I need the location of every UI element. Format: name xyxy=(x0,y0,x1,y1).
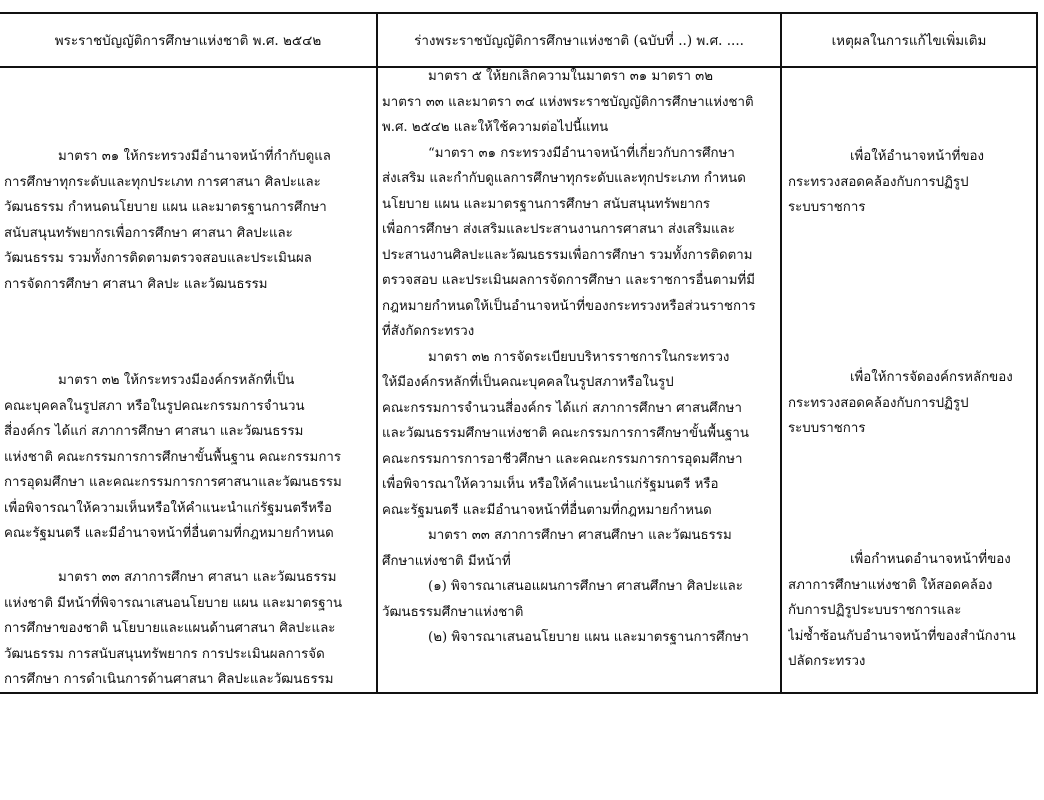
reason-section-33 xyxy=(788,547,1032,675)
header-reasons: เหตุผลในการแก้ไขเพิ่มเติม xyxy=(831,33,987,49)
column-divider-2 xyxy=(780,14,782,692)
text-line: ไม่ซ้ำซ้อนกับอำนาจหน้าที่ของสำนักงาน xyxy=(788,628,1016,644)
reason-section-31 xyxy=(788,144,1032,221)
text-line: วัฒนธรรม กำหนดนโยบาย แผน และมาตรฐานการศึกษา xyxy=(4,200,327,215)
text-line: เพื่อพิจารณาให้ความเห็น หรือให้คำแนะนำแก่รัฐมนตรี หรือ xyxy=(382,477,719,492)
text-line: มาตรา ๓๒ การจัดระเบียบบริหารราชการในกระทรวง xyxy=(428,349,730,365)
text-line: ปลัดกระทรวง xyxy=(788,654,866,669)
text-line: มาตรา ๓๑ ให้กระทรวงมีอำนาจหน้าที่กำกับดูแล xyxy=(58,149,331,164)
text-line: สี่องค์กร ได้แก่ สภาการศึกษา ศาสนา และวัฒนธรรม xyxy=(4,424,304,439)
text-line: ที่สังกัดกระทรวง xyxy=(382,324,475,339)
reason-section-32 xyxy=(788,365,1032,442)
text-line: สภาการศึกษาแห่งชาติ ให้สอดคล้อง xyxy=(788,577,993,593)
text-line: (๑) พิจารณาเสนอแผนการศึกษา ศาสนศึกษา ศิลปะและ xyxy=(428,579,743,594)
text-line: ศึกษาแห่งชาติ มีหน้าที่ xyxy=(382,553,511,569)
text-line: พ.ศ. ๒๕๔๒ และให้ใช้ความต่อไปนี้แทน xyxy=(382,120,609,135)
text-line: วัฒนธรรม การสนับสนุนทรัพยากร การประเมินผลการจัด xyxy=(4,646,325,662)
text-line: แห่งชาติ คณะกรรมการการศึกษาขั้นพื้นฐาน คณะกรรมการ xyxy=(4,449,341,465)
header-current-act: พระราชบัญญัติการศึกษาแห่งชาติ พ.ศ. ๒๕๔๒ xyxy=(54,33,322,49)
text-line: เพื่อกำหนดอำนาจหน้าที่ของ xyxy=(850,552,1011,567)
text-line: กระทรวงสอดคล้องกับการปฏิรูป xyxy=(788,174,969,190)
text-line: มาตรา ๓๓ และมาตรา ๓๔ แห่งพระราชบัญญัติการศึกษาแห่งชาติ xyxy=(382,94,754,110)
header-draft-act: ร่างพระราชบัญญัติการศึกษาแห่งชาติ (ฉบับที่ ..) พ.ศ. .... xyxy=(414,33,744,49)
text-line: (๒) พิจารณาเสนอนโยบาย แผน และมาตรฐานการศึกษา xyxy=(428,630,749,645)
text-line: แห่งชาติ มีหน้าที่พิจารณาเสนอนโยบาย แผน และมาตรฐาน xyxy=(4,595,343,611)
text-line: วัฒนธรรมศึกษาแห่งชาติ xyxy=(382,604,524,620)
text-line: คณะบุคคลในรูปสภา หรือในรูปคณะกรรมการจำนวน xyxy=(4,398,305,414)
text-line: การศึกษา การดำเนินการด้านศาสนา ศิลปะและวัฒนธรรม xyxy=(4,672,334,687)
text-line: คณะกรรมการจำนวนสี่องค์กร ได้แก่ สภาการศึกษา ศาสนศึกษา xyxy=(382,400,742,416)
text-line: เพื่อให้อำนาจหน้าที่ของ xyxy=(850,149,985,164)
text-line: นโยบาย แผน และมาตรฐานการศึกษา สนับสนุนทรัพยากร xyxy=(382,196,711,212)
text-line: ส่งเสริม และกำกับดูแลการศึกษาทุกระดับและทุกประเภท กำหนด xyxy=(382,171,746,186)
text-line: กระทรวงสอดคล้องกับการปฏิรูป xyxy=(788,395,969,411)
text-line: การศึกษาทุกระดับและทุกประเภท การศาสนา ศิลปะและ xyxy=(4,174,321,190)
text-line: กฎหมายกำหนดให้เป็นอำนาจหน้าที่ของกระทรวงหรือส่วนราชการ xyxy=(382,298,756,314)
text-line: ระบบราชการ xyxy=(788,200,866,215)
draft-act-text xyxy=(382,64,776,651)
text-line: คณะกรรมการการอาชีวศึกษา และคณะกรรมการการอุดมศึกษา xyxy=(382,451,743,467)
text-line: การจัดการศึกษา ศาสนา ศิลปะ และวัฒนธรรม xyxy=(4,276,268,292)
text-line: การอุดมศึกษา และคณะกรรมการการศาสนาและวัฒนธรรม xyxy=(4,475,342,490)
current-act-section-33 xyxy=(4,565,372,693)
current-act-section-32 xyxy=(4,368,372,547)
text-line: วัฒนธรรม รวมทั้งการติดตามตรวจสอบและประเมินผล xyxy=(4,251,312,266)
text-line: มาตรา ๓๓ สภาการศึกษา ศาสนศึกษา และวัฒนธรรม xyxy=(428,528,732,543)
column-divider-1 xyxy=(376,14,378,692)
text-line: ให้มีองค์กรหลักที่เป็นคณะบุคคลในรูปสภาหรือในรูป xyxy=(382,375,674,390)
text-line: มาตรา ๕ ให้ยกเลิกความในมาตรา ๓๑ มาตรา ๓๒ xyxy=(428,69,714,84)
text-line: กับการปฏิรูประบบราชการและ xyxy=(788,603,962,618)
text-line: คณะรัฐมนตรี และมีอำนาจหน้าที่อื่นตามที่กฎหมายกำหนด xyxy=(382,502,712,518)
text-line: เพื่อการศึกษา ส่งเสริมและประสานงานการศาสนา ส่งเสริมและ xyxy=(382,222,735,237)
current-act-section-31 xyxy=(4,144,372,297)
text-line: ระบบราชการ xyxy=(788,421,866,436)
text-line: สนับสนุนทรัพยากรเพื่อการศึกษา ศาสนา ศิลปะและ xyxy=(4,225,293,241)
text-line: เพื่อพิจารณาให้ความเห็นหรือให้คำแนะนำแก่รัฐมนตรีหรือ xyxy=(4,500,333,516)
text-line: ประสานงานศิลปะและวัฒนธรรมเพื่อการศึกษา รวมทั้งการติดตาม xyxy=(382,247,753,263)
text-line: “มาตรา ๓๑ กระทรวงมีอำนาจหน้าที่เกี่ยวกับการศึกษา xyxy=(428,145,735,161)
text-line: เพื่อให้การจัดองค์กรหลักของ xyxy=(850,370,1013,385)
text-line: และวัฒนธรรมศึกษาแห่งชาติ คณะกรรมการการศึกษาขั้นพื้นฐาน xyxy=(382,426,749,441)
text-line: ตรวจสอบ และประเมินผลการจัดการศึกษา และราชการอื่นตามที่มี xyxy=(382,273,756,288)
text-line: คณะรัฐมนตรี และมีอำนาจหน้าที่อื่นตามที่กฎหมายกำหนด xyxy=(4,526,334,541)
text-line: มาตรา ๓๒ ให้กระทรวงมีองค์กรหลักที่เป็น xyxy=(58,373,295,388)
text-line: มาตรา ๓๓ สภาการศึกษา ศาสนา และวัฒนธรรม xyxy=(58,570,337,585)
text-line: การศึกษาของชาติ นโยบายและแผนด้านศาสนา ศิลปะและ xyxy=(4,621,336,636)
